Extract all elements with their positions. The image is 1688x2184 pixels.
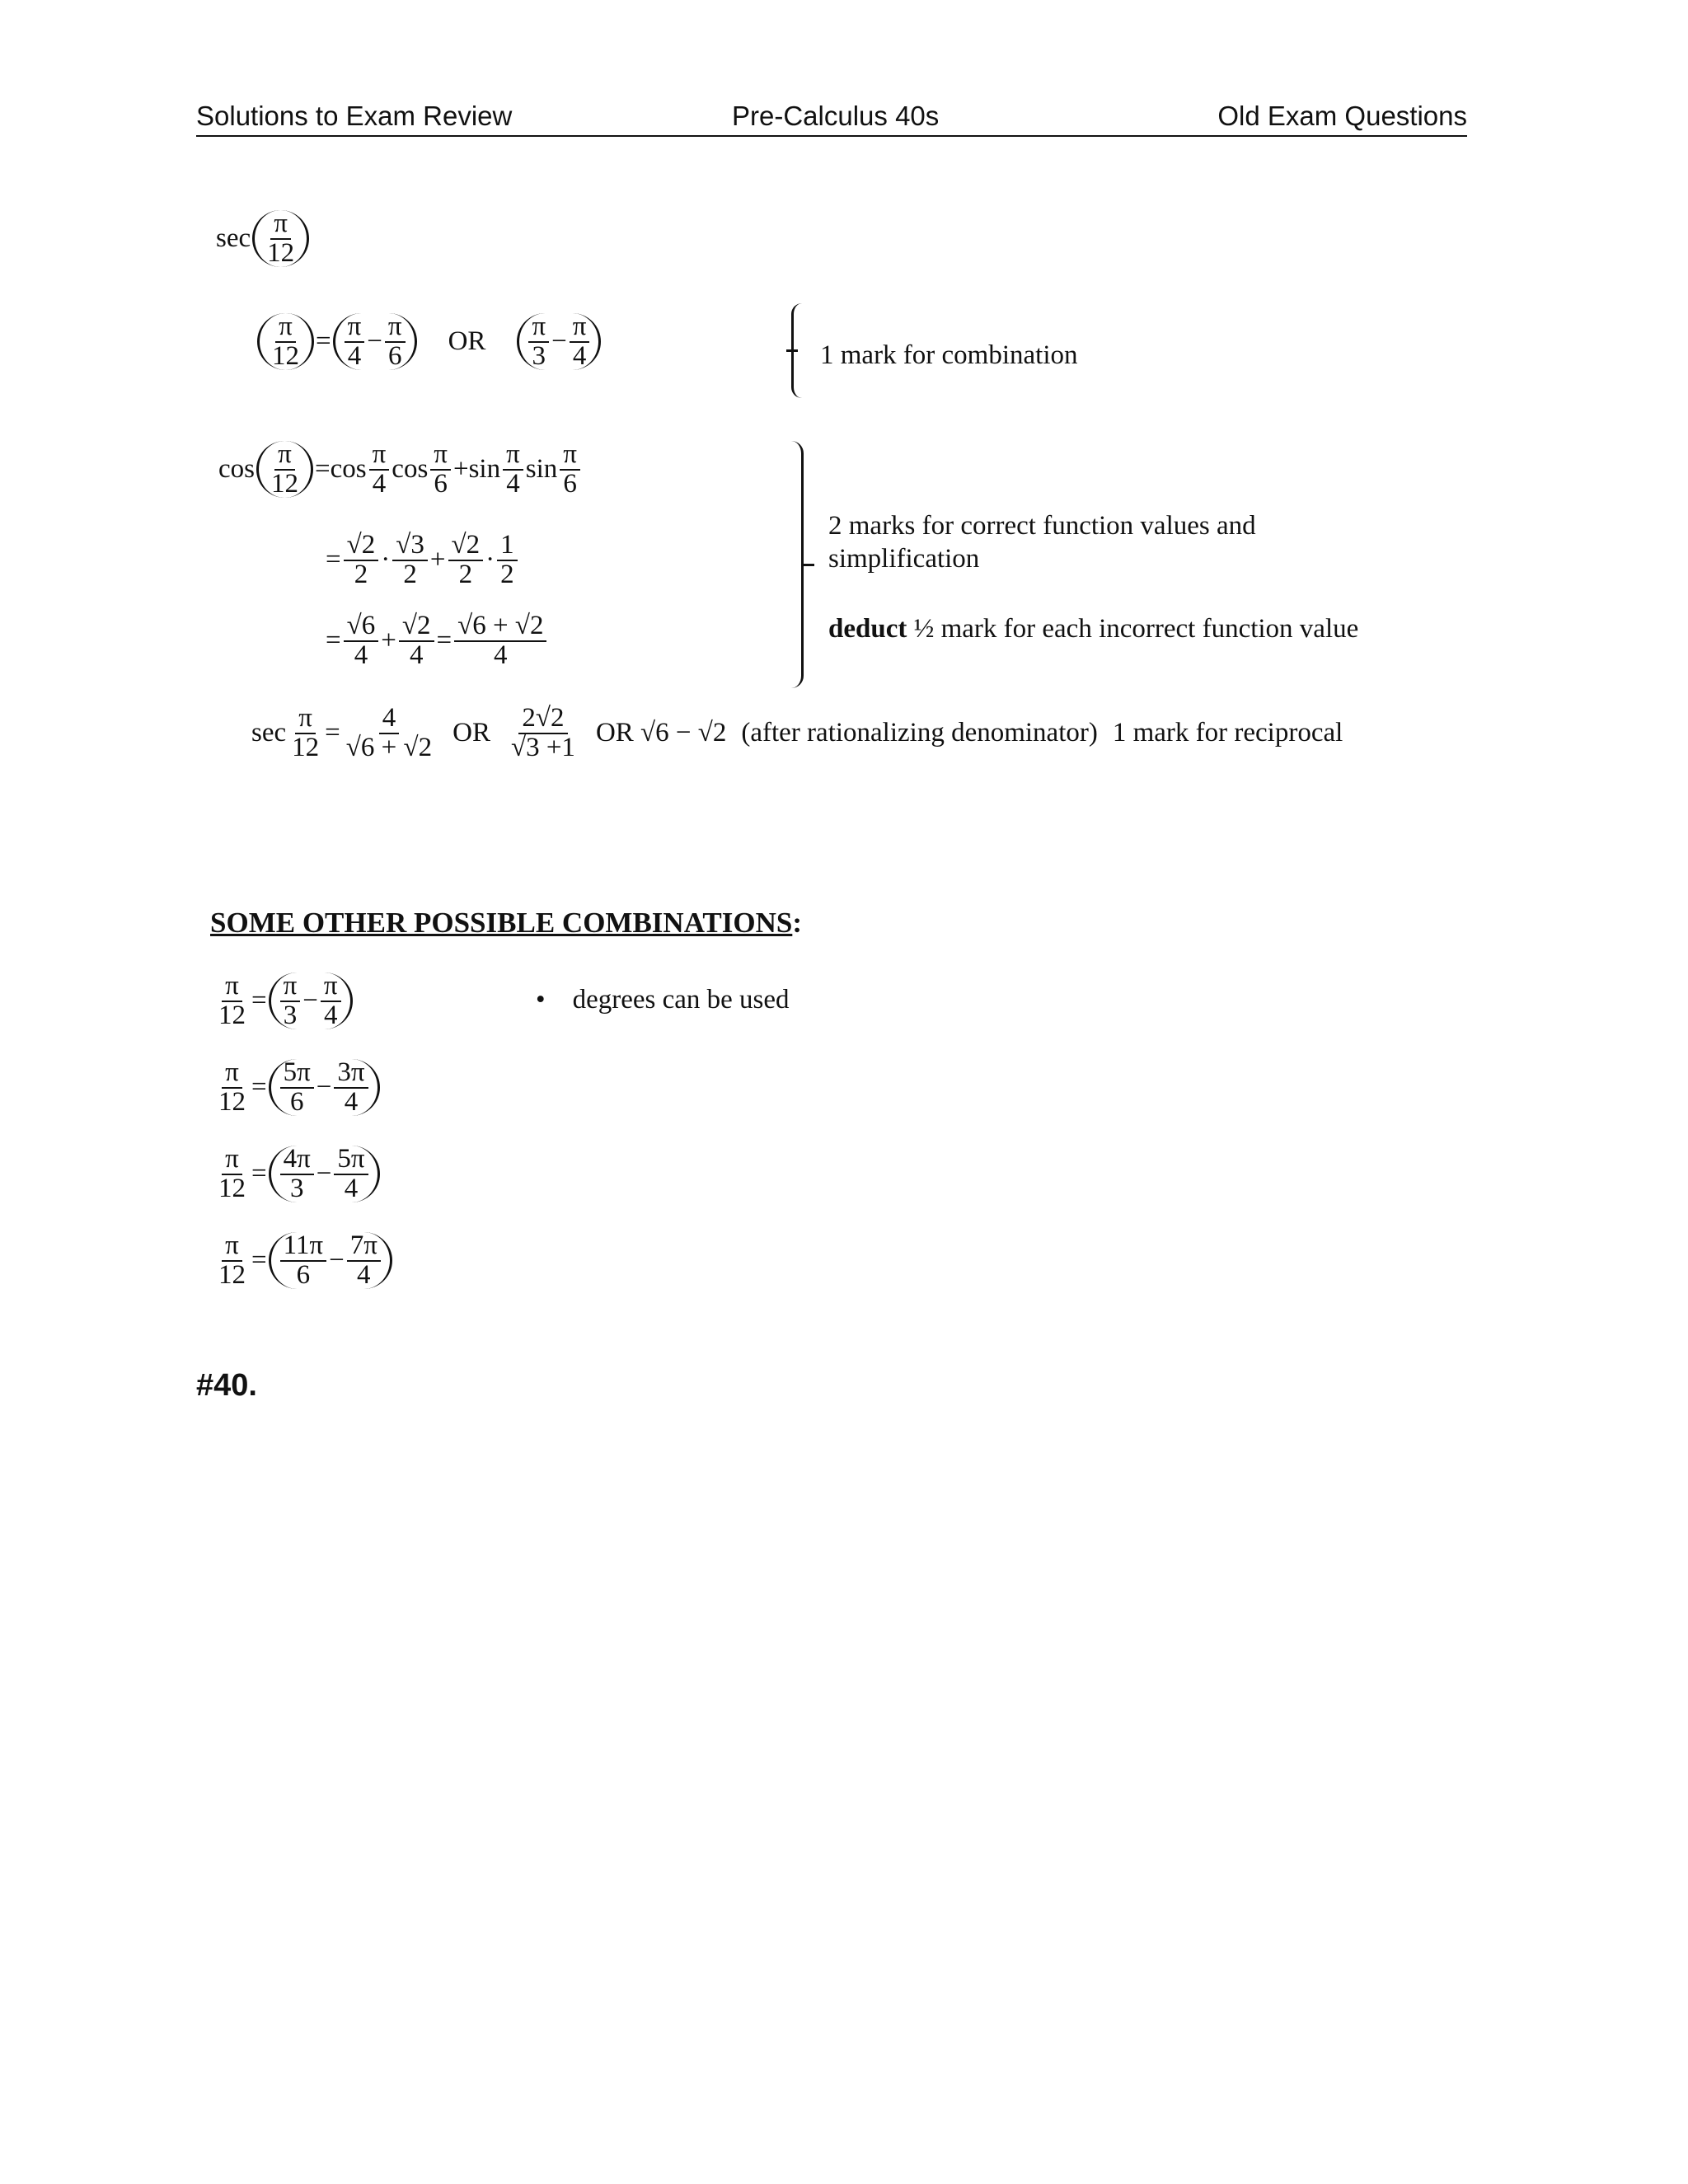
fraction: $\frac{\pi}{12}$	[218, 1230, 246, 1290]
fraction: $\frac{\pi}{3}$	[280, 972, 301, 1029]
combination-1: $\frac{\pi}{12}$ = $\frac{\pi}{3}$ − $\frac{\pi}{4}$	[213, 972, 354, 1029]
paren-group: $\frac{4\pi}{3}$ − $\frac{5\pi}{4}$	[269, 1146, 380, 1202]
paren-group	[252, 210, 309, 267]
fraction: $\frac{4}{√6 + √2}$	[345, 703, 433, 762]
fraction: $\frac{\pi}{3}$	[528, 313, 549, 370]
brace-tip	[803, 564, 814, 566]
combination-3: $\frac{\pi}{12}$ = $\frac{4\pi}{3}$ − $\frac{5\pi}{4}$	[213, 1146, 382, 1202]
fraction: $\frac{4\pi}{3}$	[280, 1146, 314, 1202]
fraction: $\frac{√6 + √2}{4}$	[454, 612, 546, 669]
combination-line: $\frac{\pi}{12}$ = $\frac{\pi}{4}$ − $\frac{\pi}{6}$ OR $\frac{\pi}{3}$ − $\frac{\pi}{4}$	[256, 313, 603, 370]
fraction: $\frac{√2}{4}$	[399, 612, 434, 669]
note-reciprocal: 1 mark for reciprocal	[1112, 718, 1343, 748]
fraction: $\frac{√2}{2}$	[448, 532, 484, 588]
combination-4: $\frac{\pi}{12}$ = $\frac{11\pi}{6}$ − $\frac{7\pi}{4}$	[213, 1232, 394, 1289]
fraction: $\frac{\pi}{12}$	[218, 971, 246, 1030]
reciprocal-line: sec $\frac{\pi}{12}$ = $\frac{4}{√6 + √2}$ OR $\frac{2√2}{√3 +1}$ OR √6 − √2 (after rationalizing denominator) 1 mark for reciprocal	[251, 703, 1343, 762]
fraction: $\frac{\pi}{12}$	[271, 439, 298, 499]
simplification-line: = $\frac{√6}{4}$ + $\frac{√2}{4}$ = $\frac{√6 + √2}{4}$	[326, 612, 549, 669]
fraction: $\frac{\pi}{4}$	[345, 313, 365, 370]
brace-tip	[786, 349, 798, 352]
fraction: $\frac{√2}{2}$	[344, 532, 379, 588]
paren-group	[257, 313, 314, 370]
function-values-line: = $\frac{√2}{2}$ · $\frac{√3}{2}$ + $\frac{√2}{2}$ · $\frac{1}{2}$	[326, 532, 520, 588]
note-simplification: simplification	[828, 544, 980, 574]
combination-2: $\frac{\pi}{12}$ = $\frac{5\pi}{6}$ − $\frac{3\pi}{4}$	[213, 1059, 382, 1116]
paren-group	[256, 441, 313, 498]
paren-group: $\frac{\pi}{4}$ − $\frac{\pi}{6}$	[333, 313, 417, 370]
fraction: $\frac{11\pi}{6}$	[280, 1232, 326, 1289]
bullet-degrees	[536, 985, 790, 1015]
after-rationalizing: (after rationalizing denominator)	[741, 718, 1098, 748]
fraction: $\frac{\pi}{12}$	[218, 1057, 246, 1117]
header-right: Old Exam Questions	[1217, 101, 1467, 131]
fraction: $\frac{\pi}{6}$	[385, 313, 406, 370]
fraction: $\frac{3\pi}{4}$	[334, 1059, 368, 1116]
fraction: $\frac{\pi}{4}$	[570, 313, 590, 370]
fraction: $\frac{\pi}{12}$	[292, 703, 320, 762]
fraction: $\frac{\pi}{6}$	[430, 441, 451, 498]
fraction: $\frac{√6}{4}$	[344, 612, 379, 669]
brace-function-values	[791, 441, 804, 688]
section-heading: SOME OTHER POSSIBLE COMBINATIONS:	[210, 907, 802, 939]
fraction: $\frac{\pi}{12}$	[267, 209, 295, 268]
fraction: $\frac{√3}{2}$	[392, 532, 428, 588]
fraction: $\frac{1}{2}$	[497, 532, 518, 588]
fraction: $\frac{5\pi}{6}$	[280, 1059, 314, 1116]
fraction: $\frac{5\pi}{4}$	[334, 1146, 368, 1202]
note-deduct	[828, 614, 1358, 644]
fraction: $\frac{\pi}{6}$	[560, 441, 580, 498]
note-combination: 1 mark for combination	[820, 340, 1078, 370]
fraction: $\frac{2√2}{√3 +1}$	[510, 703, 575, 762]
fraction: $\frac{\pi}{12}$	[218, 1144, 246, 1203]
fraction: $\frac{\pi}{4}$	[503, 441, 523, 498]
page-header	[196, 97, 1467, 137]
bullet-text: degrees can be used	[572, 985, 790, 1015]
fraction: $\frac{\pi}{4}$	[369, 441, 390, 498]
deduct-label: deduct	[828, 614, 907, 644]
paren-group: $\frac{\pi}{3}$ − $\frac{\pi}{4}$	[269, 972, 353, 1029]
paren-group: $\frac{5\pi}{6}$ − $\frac{3\pi}{4}$	[269, 1059, 380, 1116]
fraction: $\frac{\pi}{4}$	[321, 972, 341, 1029]
sec-pi-over-12-line	[216, 210, 311, 267]
cos-expansion-line: cos $\frac{\pi}{12}$ = cos $\frac{\pi}{4}$ cos $\frac{\pi}{6}$ + sin $\frac{\pi}{4}$ sin $\frac{\pi}{6}$	[218, 441, 583, 498]
sec-label: sec	[216, 223, 251, 254]
or-label: OR	[448, 326, 486, 357]
deduct-text: ½ mark for each incorrect function value	[913, 614, 1359, 644]
question-number: #40.	[196, 1368, 257, 1403]
bullet-dot: •	[536, 985, 573, 1015]
header-left: Solutions to Exam Review	[196, 101, 513, 131]
fraction: $\frac{\pi}{12}$	[272, 312, 299, 371]
note-function-values: 2 marks for correct function values and	[828, 511, 1256, 541]
paren-group: $\frac{\pi}{3}$ − $\frac{\pi}{4}$	[517, 313, 601, 370]
header-center: Pre-Calculus 40s	[732, 101, 940, 131]
paren-group: $\frac{11\pi}{6}$ − $\frac{7\pi}{4}$	[269, 1232, 392, 1289]
fraction: $\frac{7\pi}{4}$	[347, 1232, 381, 1289]
